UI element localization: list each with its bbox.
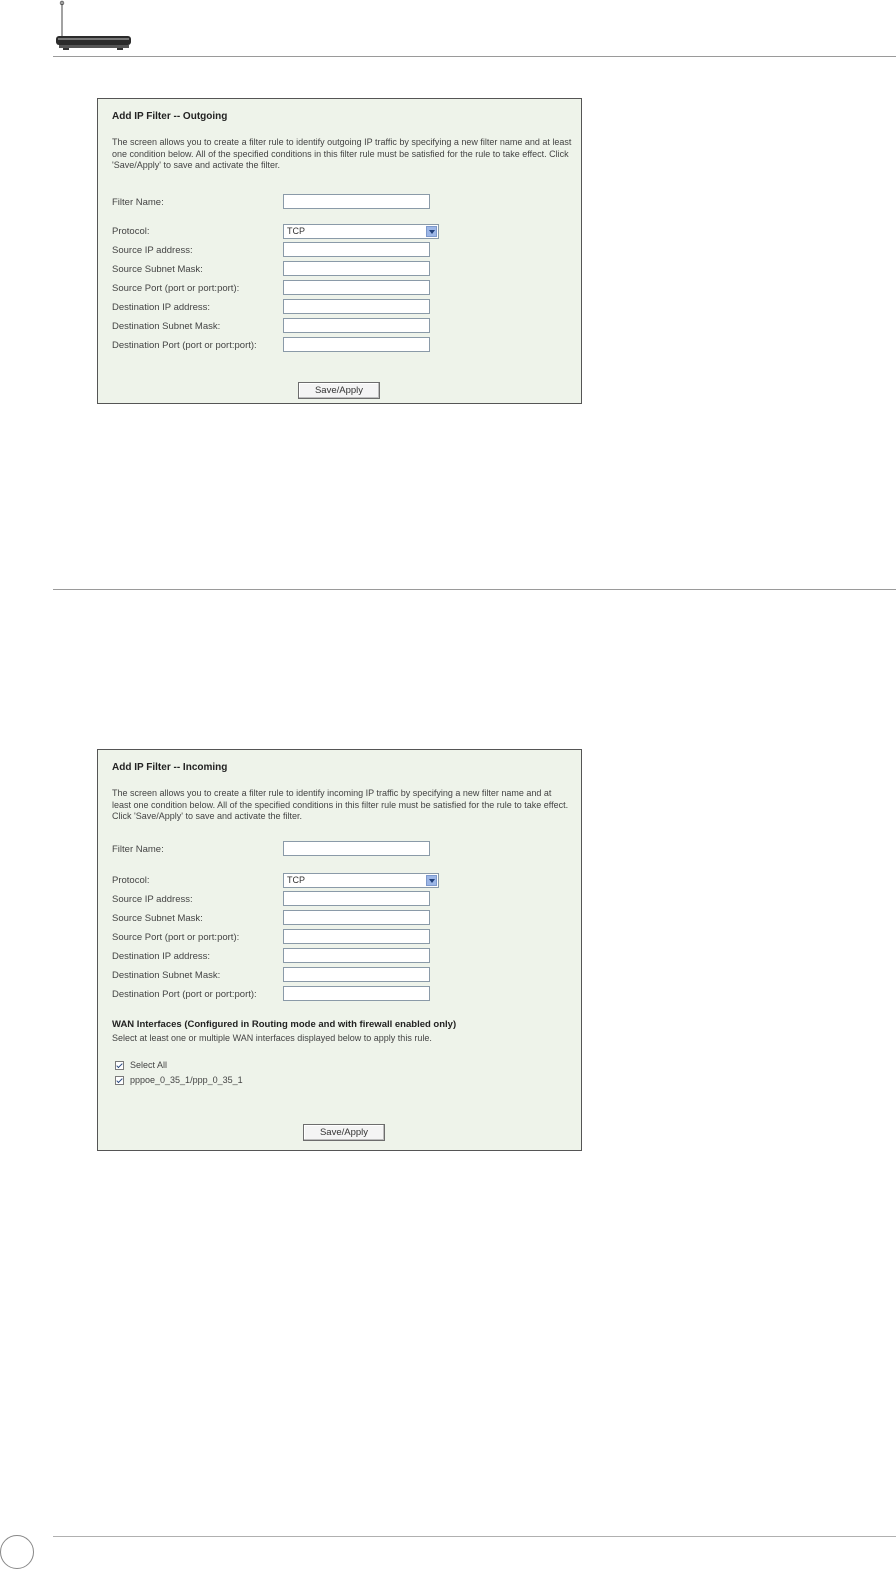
footer-divider (53, 1536, 896, 1537)
select-all-checkbox-row[interactable] (115, 1060, 235, 1072)
destination-ip-input[interactable] (283, 948, 430, 963)
destination-port-input[interactable] (283, 337, 430, 352)
source-subnet-mask-input[interactable] (283, 261, 430, 276)
destination-port-input[interactable] (283, 986, 430, 1001)
source-ip-input[interactable] (283, 242, 430, 257)
destination-ip-label: Destination IP address: (112, 951, 211, 962)
source-port-label: Source Port (port or port:port): (112, 932, 240, 943)
destination-mask-label: Destination Subnet Mask: (112, 970, 221, 981)
source-subnet-mask-input[interactable] (283, 910, 430, 925)
wan-interfaces-description: Select at least one or multiple WAN interfaces displayed below to apply this rule. (112, 1033, 432, 1043)
select-all-label: Select All (130, 1060, 168, 1070)
source-port-input[interactable] (283, 929, 430, 944)
destination-ip-label: Destination IP address: (112, 302, 211, 313)
panel-description: The screen allows you to create a filter rule to identify incoming IP traffic by specifying a new filter name and at least one condition below. All of the specified conditions in this filter rule must be satisfied for the rule to take effect. Click 'Save/Apply' to save and activate the filter. (112, 788, 569, 821)
select-all-checkbox[interactable] (115, 1061, 124, 1070)
destination-subnet-mask-input[interactable] (283, 967, 430, 982)
filter-name-label: Filter Name: (112, 197, 164, 208)
filter-name-label: Filter Name: (112, 844, 164, 855)
source-ip-input[interactable] (283, 891, 430, 906)
destination-ip-input[interactable] (283, 299, 430, 314)
protocol-selected-value: TCP (287, 875, 305, 885)
panel-title: Add IP Filter -- Outgoing (112, 111, 228, 122)
page-number-circle (0, 1535, 34, 1569)
wan-interfaces-heading: WAN Interfaces (Configured in Routing mode and with firewall enabled only) (112, 1019, 457, 1030)
protocol-label: Protocol: (112, 875, 150, 886)
protocol-label: Protocol: (112, 226, 150, 237)
protocol-select[interactable] (283, 873, 439, 888)
source-mask-label: Source Subnet Mask: (112, 264, 203, 275)
save-apply-button[interactable]: Save/Apply (298, 382, 380, 399)
panel-description: The screen allows you to create a filter rule to identify outgoing IP traffic by specifying a new filter name and at least one condition below. All of the specified conditions in this filter rule must be satisfied for the rule to take effect. Click 'Save/Apply' to save and activate the filter. (112, 137, 572, 170)
wan-interface-checkbox[interactable] (115, 1076, 124, 1085)
destination-mask-label: Destination Subnet Mask: (112, 321, 221, 332)
destination-subnet-mask-input[interactable] (283, 318, 430, 333)
wan-interface-label: pppoe_0_35_1/ppp_0_35_1 (130, 1075, 243, 1085)
add-ip-filter-incoming-panel (97, 749, 582, 1151)
panel-title: Add IP Filter -- Incoming (112, 762, 228, 773)
destination-port-label: Destination Port (port or port:port): (112, 989, 257, 1000)
add-ip-filter-outgoing-panel (97, 98, 582, 404)
router-logo-icon (53, 0, 133, 54)
chevron-down-icon[interactable] (426, 226, 437, 237)
source-port-input[interactable] (283, 280, 430, 295)
protocol-select[interactable] (283, 224, 439, 239)
source-port-label: Source Port (port or port:port): (112, 283, 240, 294)
chevron-down-icon[interactable] (426, 875, 437, 886)
source-mask-label: Source Subnet Mask: (112, 913, 203, 924)
source-ip-label: Source IP address: (112, 245, 193, 256)
wan-interface-checkbox-row[interactable] (115, 1075, 315, 1087)
section-divider (53, 589, 896, 590)
destination-port-label: Destination Port (port or port:port): (112, 340, 257, 351)
save-apply-button[interactable]: Save/Apply (303, 1124, 385, 1141)
source-ip-label: Source IP address: (112, 894, 193, 905)
filter-name-input[interactable] (283, 841, 430, 856)
protocol-selected-value: TCP (287, 226, 305, 236)
header-divider (53, 56, 896, 57)
filter-name-input[interactable] (283, 194, 430, 209)
